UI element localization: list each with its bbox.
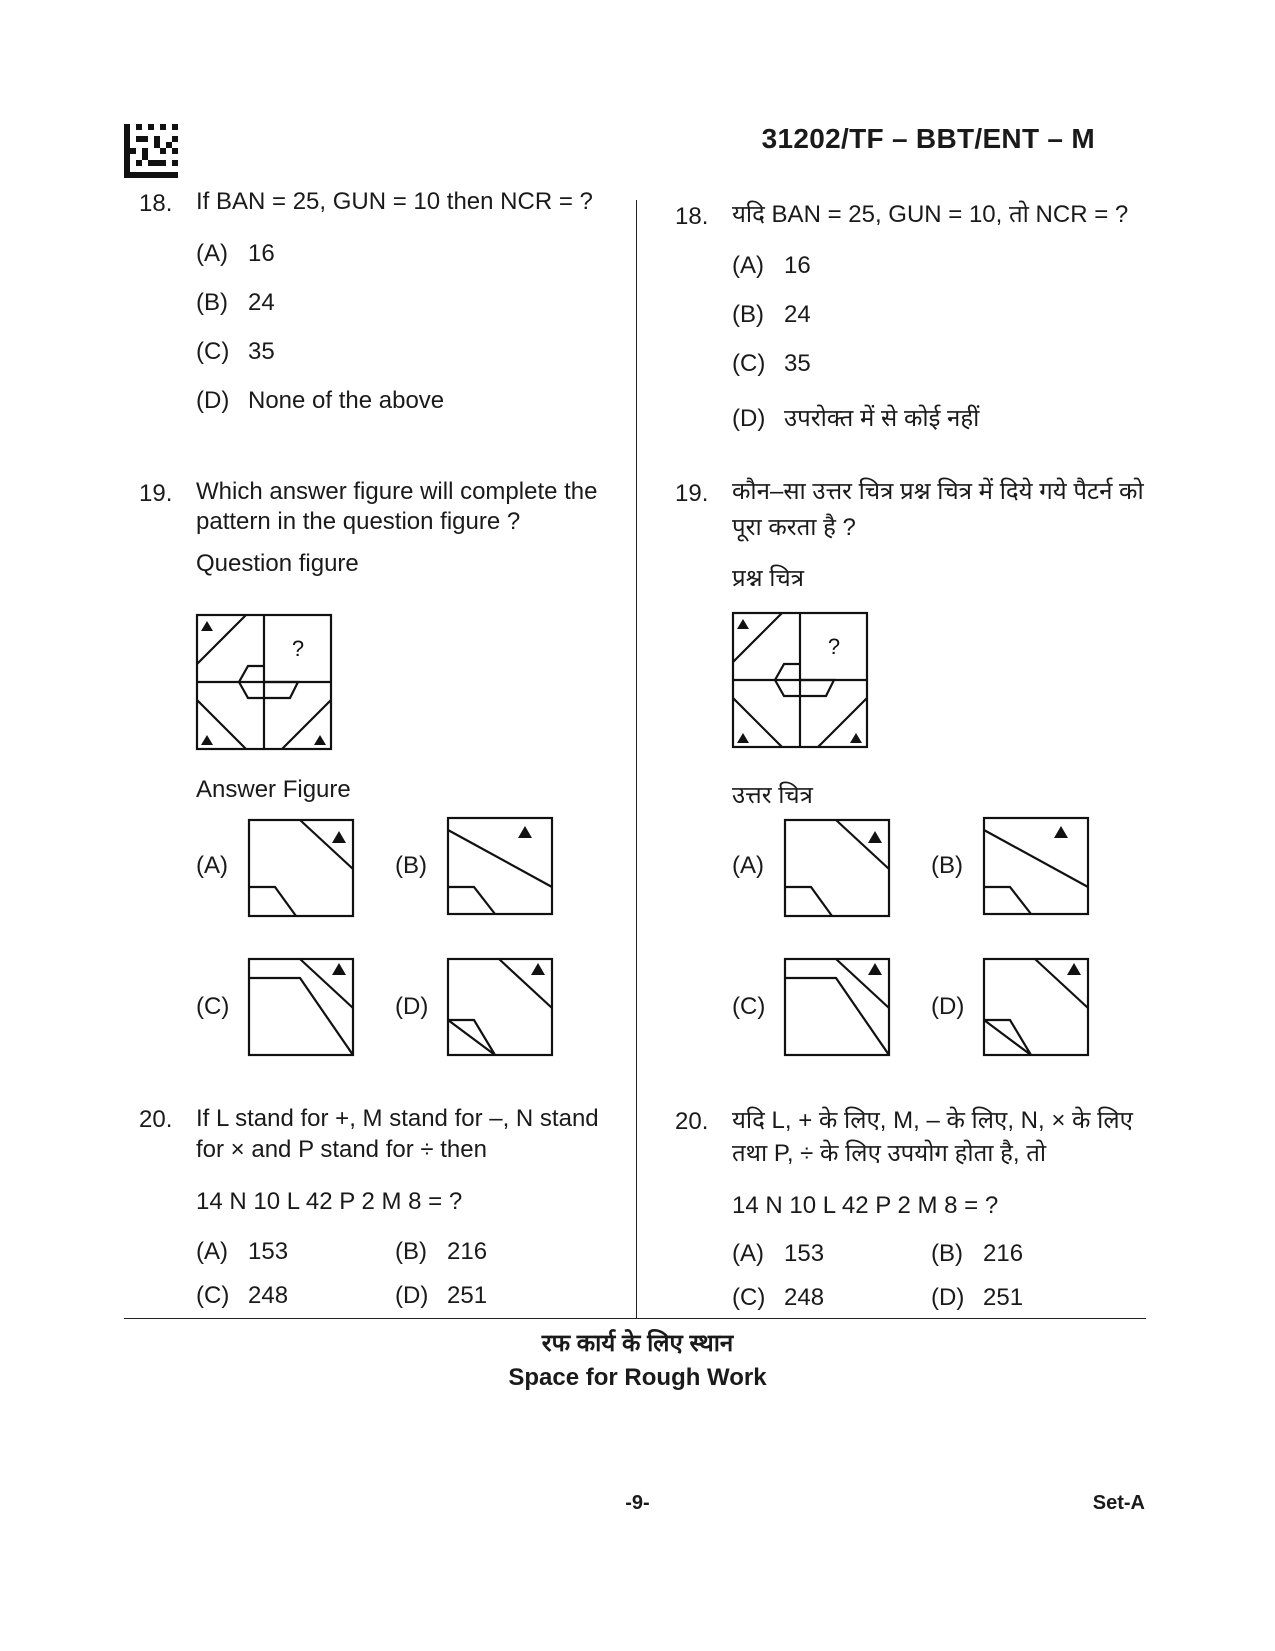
question-figure bbox=[196, 614, 332, 750]
question-figure-label: प्रश्न चित्र bbox=[732, 565, 804, 592]
option-text: 251 bbox=[447, 1282, 488, 1309]
bottom-rule bbox=[124, 1318, 1146, 1319]
option-label: (C) bbox=[196, 338, 230, 365]
option-text: None of the above bbox=[248, 387, 445, 414]
option-c[interactable] bbox=[732, 350, 811, 378]
option-text: 153 bbox=[248, 1238, 289, 1265]
option-text: 251 bbox=[983, 1284, 1024, 1311]
option-text: 216 bbox=[447, 1238, 488, 1265]
option-c-figure[interactable] bbox=[248, 958, 354, 1056]
option-text: 248 bbox=[784, 1284, 825, 1311]
option-label: (B) bbox=[395, 1238, 427, 1265]
option-text: 248 bbox=[248, 1282, 289, 1309]
question-text-line-2: pattern in the question figure ? bbox=[196, 508, 521, 535]
question-mark: ? bbox=[827, 634, 841, 659]
option-a[interactable] bbox=[196, 240, 275, 268]
option-text: उपरोक्त में से कोई नहीं bbox=[784, 405, 980, 432]
question-text: यदि BAN = 25, GUN = 10, तो NCR = ? bbox=[732, 201, 1129, 228]
option-label: (D) bbox=[395, 1282, 429, 1309]
option-a[interactable] bbox=[196, 1238, 288, 1266]
question-text-line-1: Which answer figure will complete the bbox=[196, 478, 598, 505]
option-text: 16 bbox=[248, 240, 275, 267]
question-text-line-1: कौन–सा उत्तर चित्र प्रश्न चित्र में दिये गये पैटर्न को bbox=[732, 478, 1144, 505]
option-label: (B) bbox=[732, 301, 764, 328]
question-figure bbox=[732, 612, 868, 748]
question-number: 20. bbox=[139, 1106, 173, 1133]
option-b[interactable] bbox=[732, 301, 811, 329]
question-text-line-2: पूरा करता है ? bbox=[732, 514, 856, 541]
option-c[interactable] bbox=[196, 338, 275, 366]
option-a-label: (A) bbox=[732, 852, 764, 879]
option-d-figure[interactable] bbox=[447, 958, 553, 1056]
question-figure-label: Question figure bbox=[196, 550, 359, 577]
option-label: (A) bbox=[732, 1240, 764, 1267]
option-b-figure[interactable] bbox=[447, 817, 553, 915]
option-a-label: (A) bbox=[196, 852, 228, 879]
option-c[interactable] bbox=[196, 1282, 288, 1310]
option-label: (C) bbox=[196, 1282, 230, 1309]
option-d[interactable] bbox=[196, 387, 444, 415]
option-label: (D) bbox=[931, 1284, 965, 1311]
question-number: 18. bbox=[675, 203, 709, 230]
option-text: 35 bbox=[248, 338, 275, 365]
option-c-figure[interactable] bbox=[784, 958, 890, 1056]
option-b[interactable] bbox=[931, 1240, 1023, 1268]
option-b-label: (B) bbox=[931, 852, 963, 879]
option-d[interactable] bbox=[395, 1282, 487, 1310]
option-b-figure[interactable] bbox=[983, 817, 1089, 915]
question-text-line-2: for × and P stand for ÷ then bbox=[196, 1136, 487, 1163]
question-text-line-1: If L stand for +, M stand for –, N stand bbox=[196, 1105, 599, 1132]
option-b-label: (B) bbox=[395, 852, 427, 879]
hindi-column bbox=[675, 0, 1145, 1310]
option-label: (D) bbox=[732, 405, 766, 432]
option-label: (C) bbox=[732, 350, 766, 377]
answer-figure-label: Answer Figure bbox=[196, 776, 351, 803]
column-divider bbox=[636, 200, 637, 1318]
option-c-label: (C) bbox=[196, 993, 230, 1020]
expression: 14 N 10 L 42 P 2 M 8 = ? bbox=[732, 1192, 999, 1219]
option-d[interactable] bbox=[931, 1284, 1023, 1312]
option-a[interactable] bbox=[732, 1240, 824, 1268]
option-d-label: (D) bbox=[395, 993, 429, 1020]
option-label: (A) bbox=[196, 1238, 228, 1265]
option-label: (A) bbox=[732, 252, 764, 279]
option-d-label: (D) bbox=[931, 993, 965, 1020]
option-label: (B) bbox=[196, 289, 228, 316]
option-b[interactable] bbox=[196, 289, 275, 317]
option-text: 24 bbox=[248, 289, 275, 316]
option-d[interactable] bbox=[732, 401, 979, 434]
page-number: -9- bbox=[625, 1492, 650, 1514]
rough-work-heading-hindi: रफ कार्य के लिए स्थान bbox=[541, 1330, 734, 1357]
option-c-label: (C) bbox=[732, 993, 766, 1020]
english-column bbox=[139, 0, 619, 1310]
option-text: 16 bbox=[784, 252, 811, 279]
option-label: (B) bbox=[931, 1240, 963, 1267]
option-label: (C) bbox=[732, 1284, 766, 1311]
question-text: If BAN = 25, GUN = 10 then NCR = ? bbox=[196, 188, 593, 215]
expression: 14 N 10 L 42 P 2 M 8 = ? bbox=[196, 1188, 463, 1215]
option-c[interactable] bbox=[732, 1284, 824, 1312]
question-number: 19. bbox=[139, 480, 173, 507]
question-mark: ? bbox=[291, 636, 305, 661]
question-number: 18. bbox=[139, 190, 173, 217]
option-text: 24 bbox=[784, 301, 811, 328]
rough-work-heading: Space for Rough Work bbox=[508, 1364, 767, 1391]
option-a-figure[interactable] bbox=[784, 819, 890, 917]
option-text: 216 bbox=[983, 1240, 1024, 1267]
option-text: 153 bbox=[784, 1240, 825, 1267]
option-b[interactable] bbox=[395, 1238, 487, 1266]
option-a-figure[interactable] bbox=[248, 819, 354, 917]
set-label: Set-A bbox=[1092, 1492, 1145, 1514]
paper-code: 31202/TF – BBT/ENT – M bbox=[761, 123, 1095, 154]
option-text: 35 bbox=[784, 350, 811, 377]
option-label: (D) bbox=[196, 387, 230, 414]
question-number: 20. bbox=[675, 1108, 709, 1135]
option-d-figure[interactable] bbox=[983, 958, 1089, 1056]
option-a[interactable] bbox=[732, 252, 811, 280]
answer-figure-label: उत्तर चित्र bbox=[732, 782, 813, 809]
option-label: (A) bbox=[196, 240, 228, 267]
question-text-line-2: तथा P, ÷ के लिए उपयोग होता है, तो bbox=[732, 1140, 1047, 1167]
question-text-line-1: यदि L, + के लिए, M, – के लिए, N, × के लिए bbox=[732, 1107, 1133, 1134]
question-number: 19. bbox=[675, 480, 709, 507]
